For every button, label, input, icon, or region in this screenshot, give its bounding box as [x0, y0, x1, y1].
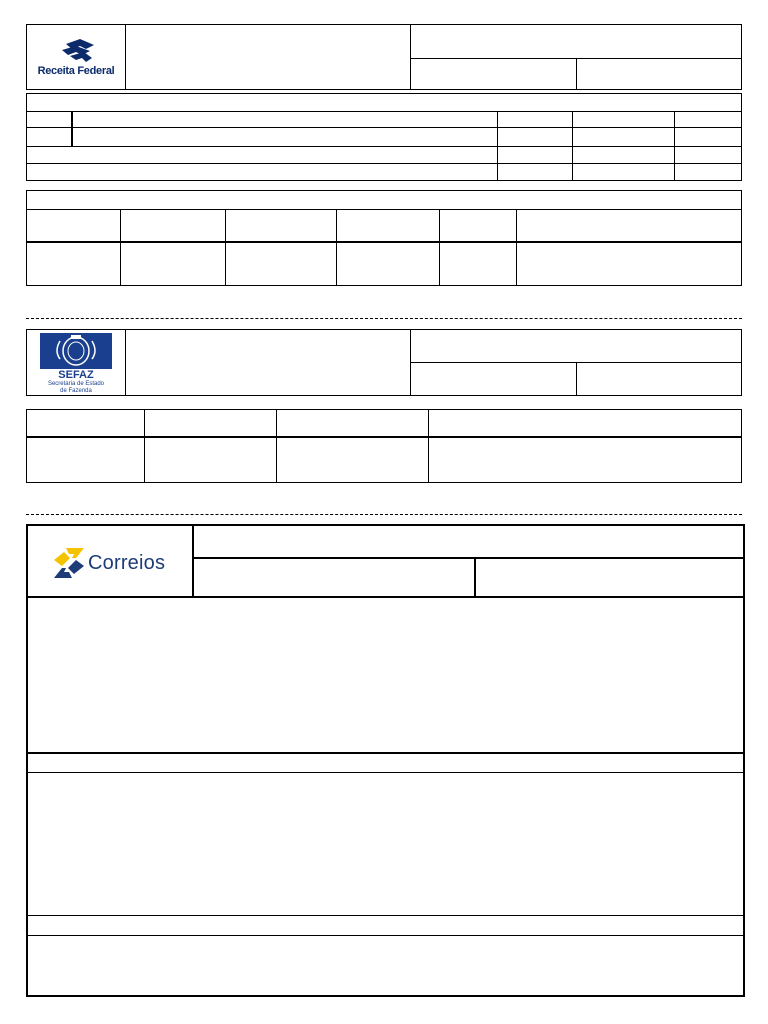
receita-data-table	[26, 93, 742, 181]
table-row-line	[26, 209, 742, 210]
divider	[192, 557, 745, 559]
table-col-line	[516, 209, 517, 286]
table-row-line	[26, 111, 742, 112]
table-row-line	[26, 146, 742, 147]
sefaz-logo-subtitle: de Fazenda	[60, 388, 92, 394]
table-col-line	[439, 209, 440, 286]
receita-federal-logo	[36, 36, 116, 80]
table-col-line	[71, 111, 73, 146]
divider	[576, 58, 577, 90]
table-col-line	[497, 111, 498, 181]
receita-header-box	[26, 24, 742, 90]
table-row-line	[26, 241, 742, 243]
divider	[474, 557, 476, 597]
divider	[576, 362, 577, 396]
receita-payment-table	[26, 190, 742, 286]
divider	[26, 935, 745, 936]
correios-logo-text: Correios	[88, 552, 166, 574]
sefaz-logo-subtitle: Secretaria de Estado	[47, 381, 105, 387]
cut-line	[26, 514, 742, 515]
divider	[125, 329, 126, 396]
correios-logo	[52, 546, 172, 580]
sefaz-logo-title: SEFAZ	[58, 369, 94, 381]
cut-line	[26, 318, 742, 319]
sefaz-data-table	[26, 409, 742, 483]
table-col-line	[572, 111, 573, 181]
table-row-line	[26, 436, 742, 438]
sefaz-logo	[38, 332, 114, 394]
table-row-line	[26, 127, 742, 128]
table-col-line	[144, 409, 145, 483]
divider	[192, 524, 194, 597]
receita-logo-text: Receita Federal	[37, 65, 115, 77]
table-col-line	[276, 409, 277, 483]
sefaz-emblem-icon	[40, 333, 112, 369]
divider	[125, 24, 126, 90]
table-col-line	[225, 209, 226, 286]
divider	[26, 596, 745, 598]
table-col-line	[336, 209, 337, 286]
table-row-line	[26, 163, 742, 164]
table-col-line	[120, 209, 121, 286]
correios-arrows-icon	[52, 546, 86, 580]
table-col-line	[674, 111, 675, 181]
divider	[26, 752, 745, 754]
divider	[26, 772, 745, 773]
divider	[410, 24, 411, 90]
divider	[26, 915, 745, 916]
table-col-line	[428, 409, 429, 483]
correios-form-box	[26, 524, 745, 997]
